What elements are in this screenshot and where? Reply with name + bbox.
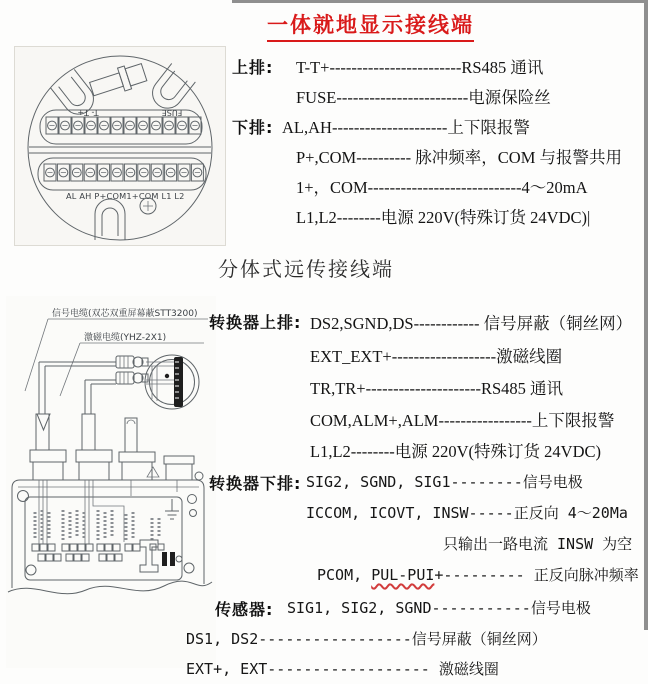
remote-wiring-diagram (6, 296, 216, 668)
integrated-terminal-diagram (14, 46, 226, 246)
terminal-label-t: T- T+ (77, 108, 99, 117)
wiring-line (317, 564, 639, 585)
row-label-converter-lower: 转换器下排: (209, 474, 302, 493)
wiring-line: T-T+------------------------RS485 通讯 (296, 58, 544, 77)
row-label-converter-upper: 转换器上排: (209, 313, 302, 332)
terminal-label-fuse: FUSE (161, 108, 183, 117)
row-label-upper: 上排: (232, 58, 274, 77)
wiring-line: TR,TR+---------------------RS485 通讯 (310, 379, 564, 398)
scan-edge-right (644, 0, 648, 630)
wiring-line: L1,L2--------电源 220V(特殊订货 24VDC) (310, 442, 601, 461)
wiring-line: EXT+, EXT------------------ 激磁线圈 (186, 660, 499, 678)
wiring-line: SIG1, SIG2, SGND-----------信号电极 (287, 599, 591, 617)
terminal-label-bottom-row: AL AH P+COM1+COM L1 L2 (66, 191, 185, 201)
wiring-line: P+,COM---------- 脉冲频率，COM 与报警共用 (296, 148, 622, 167)
remote-section-title: 分体式远传接线端 (218, 259, 394, 281)
wiring-line: EXT_EXT+-------------------激磁线圈 (310, 347, 563, 366)
scan-edge-top (232, 0, 648, 3)
wiring-line: COM,ALM+,ALM-----------------上下限报警 (310, 411, 615, 430)
wiring-line: L1,L2--------电源 220V(特殊订货 24VDC)| (296, 208, 591, 227)
page-title: 一体就地显示接线端 (267, 9, 474, 42)
signal-cable-label: 信号电缆(双芯双重屏幕蔽STT3200) (52, 309, 198, 319)
row-label-lower: 下排: (232, 118, 274, 137)
wiring-line: AL,AH---------------------上下限报警 (282, 118, 530, 137)
wiring-line: 1+，COM----------------------------4～20mA (296, 178, 588, 197)
row-label-sensor: 传感器: (215, 600, 274, 619)
wiring-line: ICCOM, ICOVT, INSW-----正反向 4～20Ma (306, 504, 628, 522)
wiring-line: FUSE------------------------电源保险丝 (296, 88, 551, 107)
wiring-line: DS1, DS2-----------------信号屏蔽（铜丝网） (186, 630, 547, 648)
spellcheck-wavy-text: PUL-PUI (371, 566, 435, 584)
wiring-line: DS2,SGND,DS------------ 信号屏蔽（铜丝网） (310, 314, 633, 333)
wiring-line: SIG2, SGND, SIG1--------信号电极 (306, 473, 583, 491)
excite-cable-label: 激磁电缆(YHZ-2X1) (84, 333, 167, 343)
line-pre: PCOM, (317, 566, 372, 584)
line-post: +--------- 正反向脉冲频率 (434, 566, 639, 584)
wiring-note-line: 只输出一路电流 INSW 为空 (443, 535, 633, 553)
